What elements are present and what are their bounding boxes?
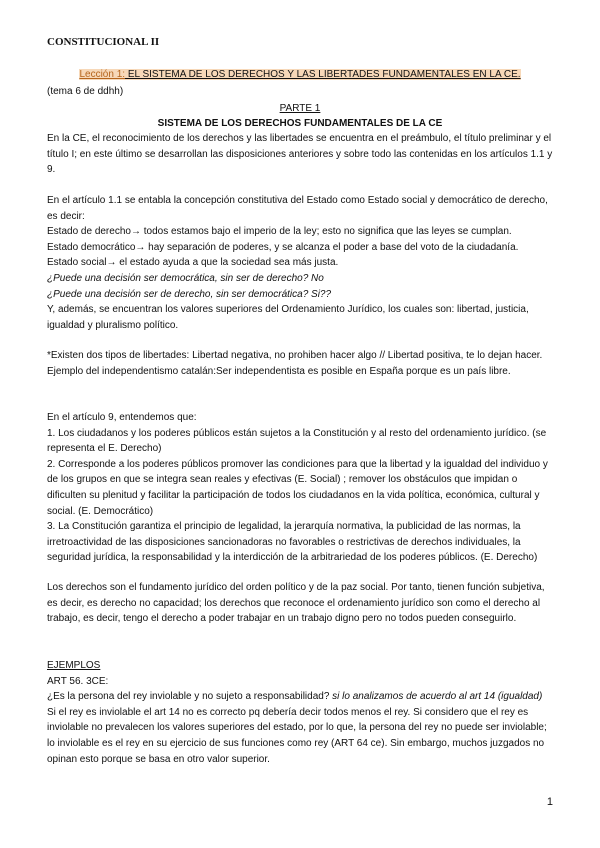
intro-paragraph: En la CE, el reconocimiento de los derechos y las libertades se encuentra en el preámbulo, el título preliminar y el título I; en este último se desarrollan las disposiciones anteriores y sobre todo las contenidas en los artículos 1.1 y 9.	[47, 133, 553, 176]
examples-heading: EJEMPLOS	[47, 660, 101, 671]
article-1-1-intro: En el artículo 1.1 se entabla la concepción constitutiva del Estado como Estado social y democrático de derecho, es decir:	[47, 195, 548, 222]
article-9-section	[47, 410, 553, 566]
rights-paragraph: Los derechos son el fundamento jurídico del orden político y de la paz social. Por tanto, tienen función subjetiva, es decir, es derecho no capacidad; los derechos que reconoce el ordenamiento jurídico son como el derecho al trabajo, es decir, tengo el derecho a poder trabajar en un trabajo digno pero no todos pueden conseguirlo.	[47, 582, 545, 625]
section-heading: SISTEMA DE LOS DERECHOS FUNDAMENTALES DE LA CE	[157, 118, 443, 129]
example-question: ¿Es la persona del rey inviolable y no sujeto a responsabilidad? si lo analizamos de acuerdo al art 14 (igualdad)	[47, 691, 543, 703]
lesson-heading	[47, 69, 553, 80]
question-2: ¿Puede una decisión ser de derecho, sin ser democrática? Si??	[47, 288, 332, 300]
list-item: Estado social→ el estado ayuda a que la sociedad sea más justa.	[47, 257, 339, 269]
lesson-title: EL SISTEMA DE LOS DERECHOS Y LAS LIBERTADES FUNDAMENTALES EN LA CE.	[125, 69, 521, 80]
list-item: Estado de derecho→ todos estamos bajo el imperio de la ley; esto no significa que las leyes se cumplan.	[47, 226, 512, 238]
liberties-note: *Existen dos tipos de libertades: Libertad negativa, no prohiben hacer algo // Libertad positiva, te lo dejan hacer. Ejemplo del independentismo catalán:Ser independentista es posible en España porque es un país libre.	[47, 350, 543, 377]
part-heading: PARTE 1	[279, 103, 321, 114]
list-item: Estado democrático→ hay separación de poderes, y se alcanza el poder a base del voto de la ciudadanía.	[47, 241, 519, 253]
article-9-item-3: 3. La Constitución garantiza el principio de legalidad, la jerarquía normativa, la publicidad de las normas, la irretroactividad de las disposiciones sancionadoras no favorables o restrictivas de derechos individuales, la seguridad jurídica, la responsabilidad y la interdicción de la arbitrariedad de los poderes públicos. (E. Derecho)	[47, 521, 538, 564]
article-1-1-section	[47, 193, 553, 333]
page-number: 1	[546, 796, 553, 808]
example-body: Si el rey es inviolable el art 14 no es correcto pq debería decir todos menos el rey. Si considero que el rey es inviolable no prevalecen los valores superiores del estado, por lo que, la persona del rey no puede ser inviolable; lo inviolable es el rey en su ejercicio de sus funciones como rey (ART 64 ce). Sin embargo, muchos juzgados no opinan esto porque se basa en otro valor superior.	[47, 706, 547, 765]
superior-values-paragraph: Y, además, se encuentran los valores superiores del Ordenamiento Jurídico, los cuales son: libertad, justicia, igualdad y pluralismo político.	[47, 304, 529, 331]
lesson-label: Lección 1:	[79, 69, 126, 80]
examples-section	[47, 658, 553, 767]
article-9-item-1: 1. Los ciudadanos y los poderes públicos están sujetos a la Constitución y al resto del ordenamiento jurídico. (se representa el E. Derecho)	[47, 427, 547, 455]
document-title: CONSTITUCIONAL II	[47, 36, 160, 48]
article-9-intro: En el artículo 9, entendemos que:	[47, 412, 197, 423]
question-1: ¿Puede una decisión ser democrática, sin ser de derecho? No	[47, 272, 324, 284]
article-9-item-2: 2. Corresponde a los poderes públicos promover las condiciones para que la libertad y la igualdad del individuo y de los grupos en que se integra sean reales y efectivas (E. Social) ; remover los obstáculos que impidan o dificulten su plenitud y facilitar la participación de todos los ciudadanos en la vida política, económica, cultural y social. (E. Democrático)	[47, 458, 548, 517]
lesson-subtitle: (tema 6 de ddhh)	[47, 86, 124, 97]
example-question-note: si lo analizamos de acuerdo al art 14 (igualdad)	[329, 691, 543, 703]
example-article: ART 56. 3CE:	[47, 675, 109, 687]
